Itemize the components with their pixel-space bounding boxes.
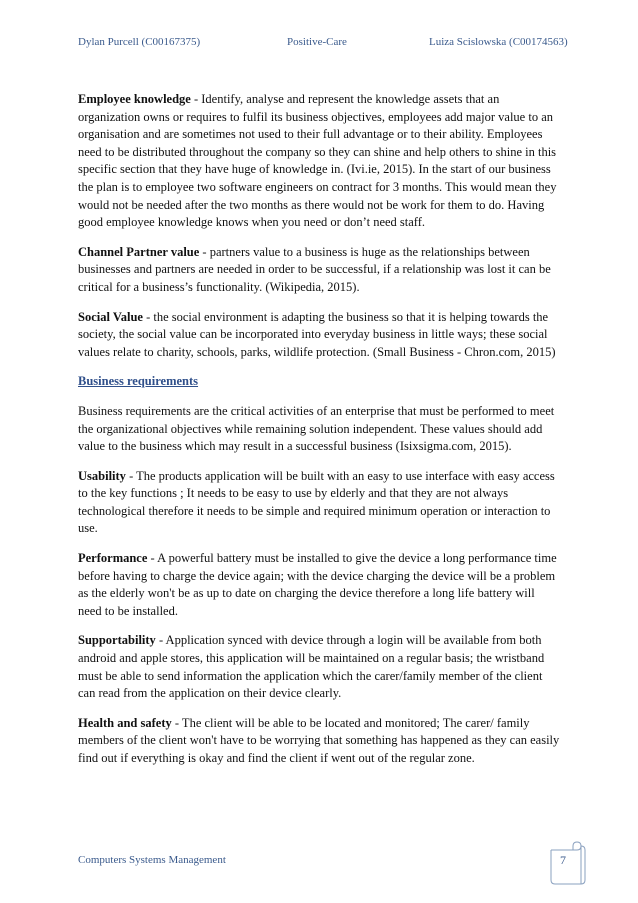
paragraph-channel-partner-value [78, 244, 560, 297]
requirement-usability [78, 468, 560, 538]
text-usability: - The products application will be built with an easy to use interface with easy access to the key functions ; It needs to be easy to use by elderly and that they are not always technological therefore it needs to be simple and required minimum operation or interaction to use. [78, 468, 555, 536]
term-usability: Usability [78, 468, 126, 483]
term-supportability: Supportability [78, 633, 156, 648]
text-employee-knowledge: - Identify, analyse and represent the knowledge assets that an organization owns or requires to fulfil its business objectives, employees add major value to an organisation and are sometimes not used to their full advantage or to their ability. Employees need to be distributed throughout the company so they can shine and help others to shine in this specific section that they have huge of knowledge in. (Ivi.ie, 2015). In the start of our business the plan is to employee two software engineers on contract for 3 months. This would mean they would not be needed after the two months as there would not be work for them to do. Having good employee knowledge knows when you need or don’t need staff. [78, 92, 557, 230]
requirement-performance [78, 550, 560, 620]
page-header [0, 36, 638, 52]
requirement-supportability [78, 632, 560, 702]
term-health-and-safety: Health and safety [78, 715, 172, 730]
term-performance: Performance [78, 551, 148, 566]
term-channel-partner-value: Channel Partner value [78, 244, 200, 259]
text-health-and-safety: - The client will be able to be located and monitored; The carer/ family members of the client won't have to be worrying that something has happened as they can easily find out if everything is okay and find the client if went out of the regular zone. [78, 715, 560, 765]
section-heading-business-requirements: Business requirements [78, 374, 199, 389]
paragraph-business-requirements-intro: Business requirements are the critical activities of an enterprise that must be performed to meet the organizational objectives while remaining solution independent. These values should add value to the business which may result in a successful business (Isixsigma.com, 2015). [78, 403, 555, 454]
document-body [78, 91, 560, 780]
header-project-title: Positive-Care [287, 36, 347, 48]
text-social-value: - the social environment is adapting the business so that it is helping towards the society, the social value can be incorporated into everyday business in little ways; these social values relate to charity, schools, parks, wildlife protection. (Small Business - Chron.com, 2015) [78, 309, 556, 359]
text-channel-partner-value: - partners value to a business is huge as the relationships between businesses and partners are needed in order to be successful, if a relationship was lost it can be critical for a business’s functionality. (Wikipedia, 2015). [78, 244, 551, 294]
text-performance: - A powerful battery must be installed to give the device a long performance time before having to charge the device again; with the device charging the device will be a problem as the elderly won't be as up to date on charging the device therefore a long life battery will need to be installed. [78, 551, 557, 618]
header-authors-left: Dylan Purcell (C00167375) [78, 36, 201, 48]
paragraph-employee-knowledge [78, 91, 560, 232]
requirement-health-and-safety [78, 715, 560, 768]
paragraph-social-value [78, 309, 560, 362]
term-social-value: Social Value [78, 309, 143, 324]
page-number: 7 [560, 853, 566, 867]
footer-course-name: Computers Systems Management [78, 854, 226, 866]
text-supportability: - Application synced with device through a login will be available from both android and apple stores, this application will be maintained on a regular basis; the wristband must be able to send information the application which the carer/family member of the client can read from the application on their device clearly. [78, 633, 545, 701]
header-authors-right: Luiza Scislowska (C00174563) [429, 36, 568, 48]
term-employee-knowledge: Employee knowledge [78, 92, 191, 106]
